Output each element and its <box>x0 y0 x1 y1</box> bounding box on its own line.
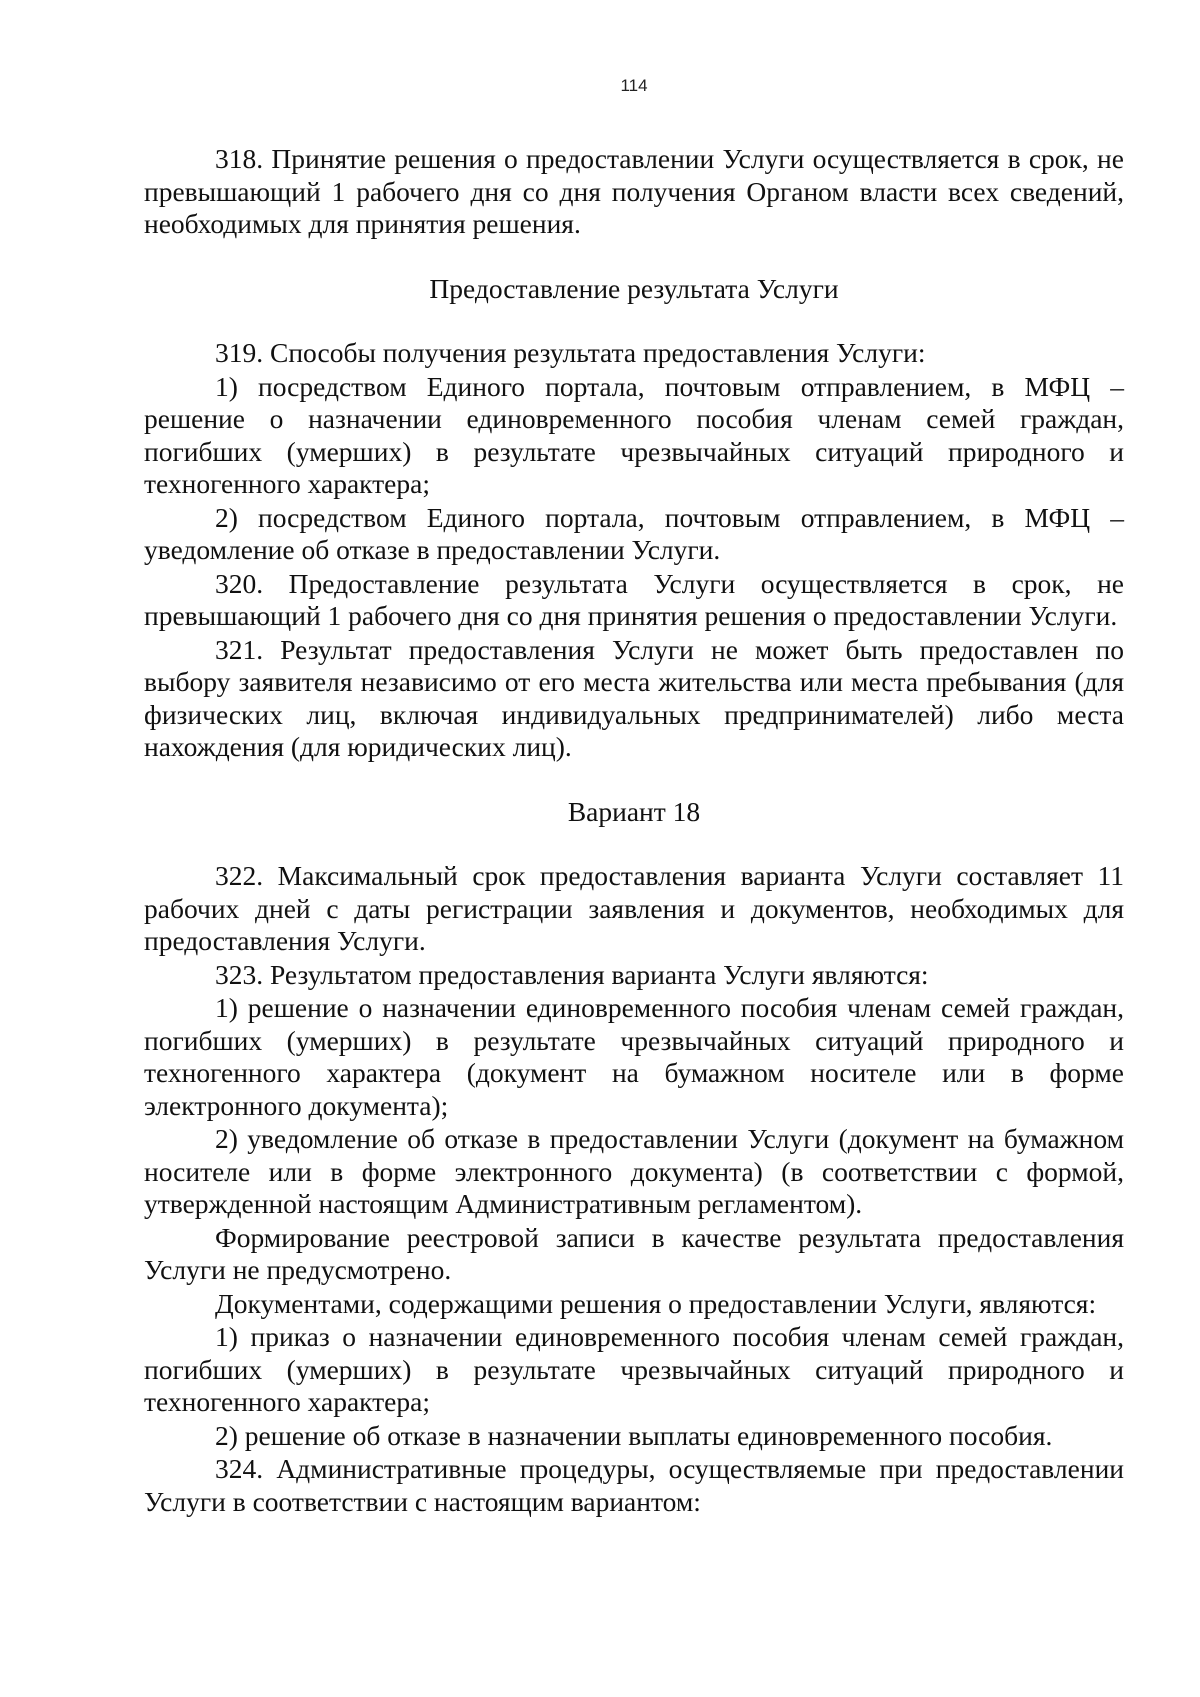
paragraph-320: 320. Предоставление результата Услуги осуществляется в срок, не превышающий 1 рабочего дня со дня принятия решения о предоставлении Услуги. <box>144 567 1124 631</box>
paragraph-323-item-2: 2) уведомление об отказе в предоставлении Услуги (документ на бумажном носителе или в форме электронного документа) (в соответствии с формой, утвержденной настоящим Административным регламентом). <box>144 1123 1124 1219</box>
paragraph-decision-documents: Документами, содержащими решения о предоставлении Услуги, являются: <box>215 1287 1097 1319</box>
document-body <box>144 143 1124 1518</box>
paragraph-319-item-2: 2) посредством Единого портала, почтовым отправлением, в МФЦ – уведомление об отказе в предоставлении Услуги. <box>144 501 1124 565</box>
section-heading-variant-18: Вариант 18 <box>567 795 701 827</box>
paragraph-319-item-1: 1) посредством Единого портала, почтовым отправлением, в МФЦ – решение о назначении единовременного пособия членам семей граждан, погибших (умерших) в результате чрезвычайных ситуаций природного и техногенного характера; <box>144 370 1124 499</box>
paragraph-322: 322. Максимальный срок предоставления варианта Услуги составляет 11 рабочих дней с даты регистрации заявления и документов, необходимых для предоставления Услуги. <box>144 860 1124 956</box>
paragraph-324: 324. Административные процедуры, осуществляемые при предоставлении Услуги в соответствии с настоящим вариантом: <box>144 1453 1124 1517</box>
page-number: 114 <box>620 76 648 95</box>
paragraph-321: 321. Результат предоставления Услуги не может быть предоставлен по выбору заявителя независимо от его места жительства или места пребывания (для физических лиц, включая индивидуальных предпринимателей) либо места нахождения (для юридических лиц). <box>144 633 1124 762</box>
section-heading-result: Предоставление результата Услуги <box>429 272 839 304</box>
paragraph-323: 323. Результатом предоставления варианта Услуги являются: <box>215 958 929 990</box>
paragraph-registry-record: Формирование реестровой записи в качестве результата предоставления Услуги не предусмотрено. <box>144 1221 1124 1285</box>
paragraph-decision-documents-item-2: 2) решение об отказе в назначении выплаты единовременного пособия. <box>215 1419 1053 1451</box>
paragraph-318: 318. Принятие решения о предоставлении Услуги осуществляется в срок, не превышающий 1 рабочего дня со дня получения Органом власти всех сведений, необходимых для принятия решения. <box>144 143 1124 239</box>
paragraph-319: 319. Способы получения результата предоставления Услуги: <box>215 337 926 368</box>
paragraph-323-item-1: 1) решение о назначении единовременного пособия членам семей граждан, погибших (умерших) в результате чрезвычайных ситуаций природного и техногенного характера (документ на бумажном носителе или в форме электронного документа); <box>144 992 1124 1121</box>
paragraph-decision-documents-item-1: 1) приказ о назначении единовременного пособия членам семей граждан, погибших (умерших) в результате чрезвычайных ситуаций природного и техногенного характера; <box>144 1321 1124 1417</box>
